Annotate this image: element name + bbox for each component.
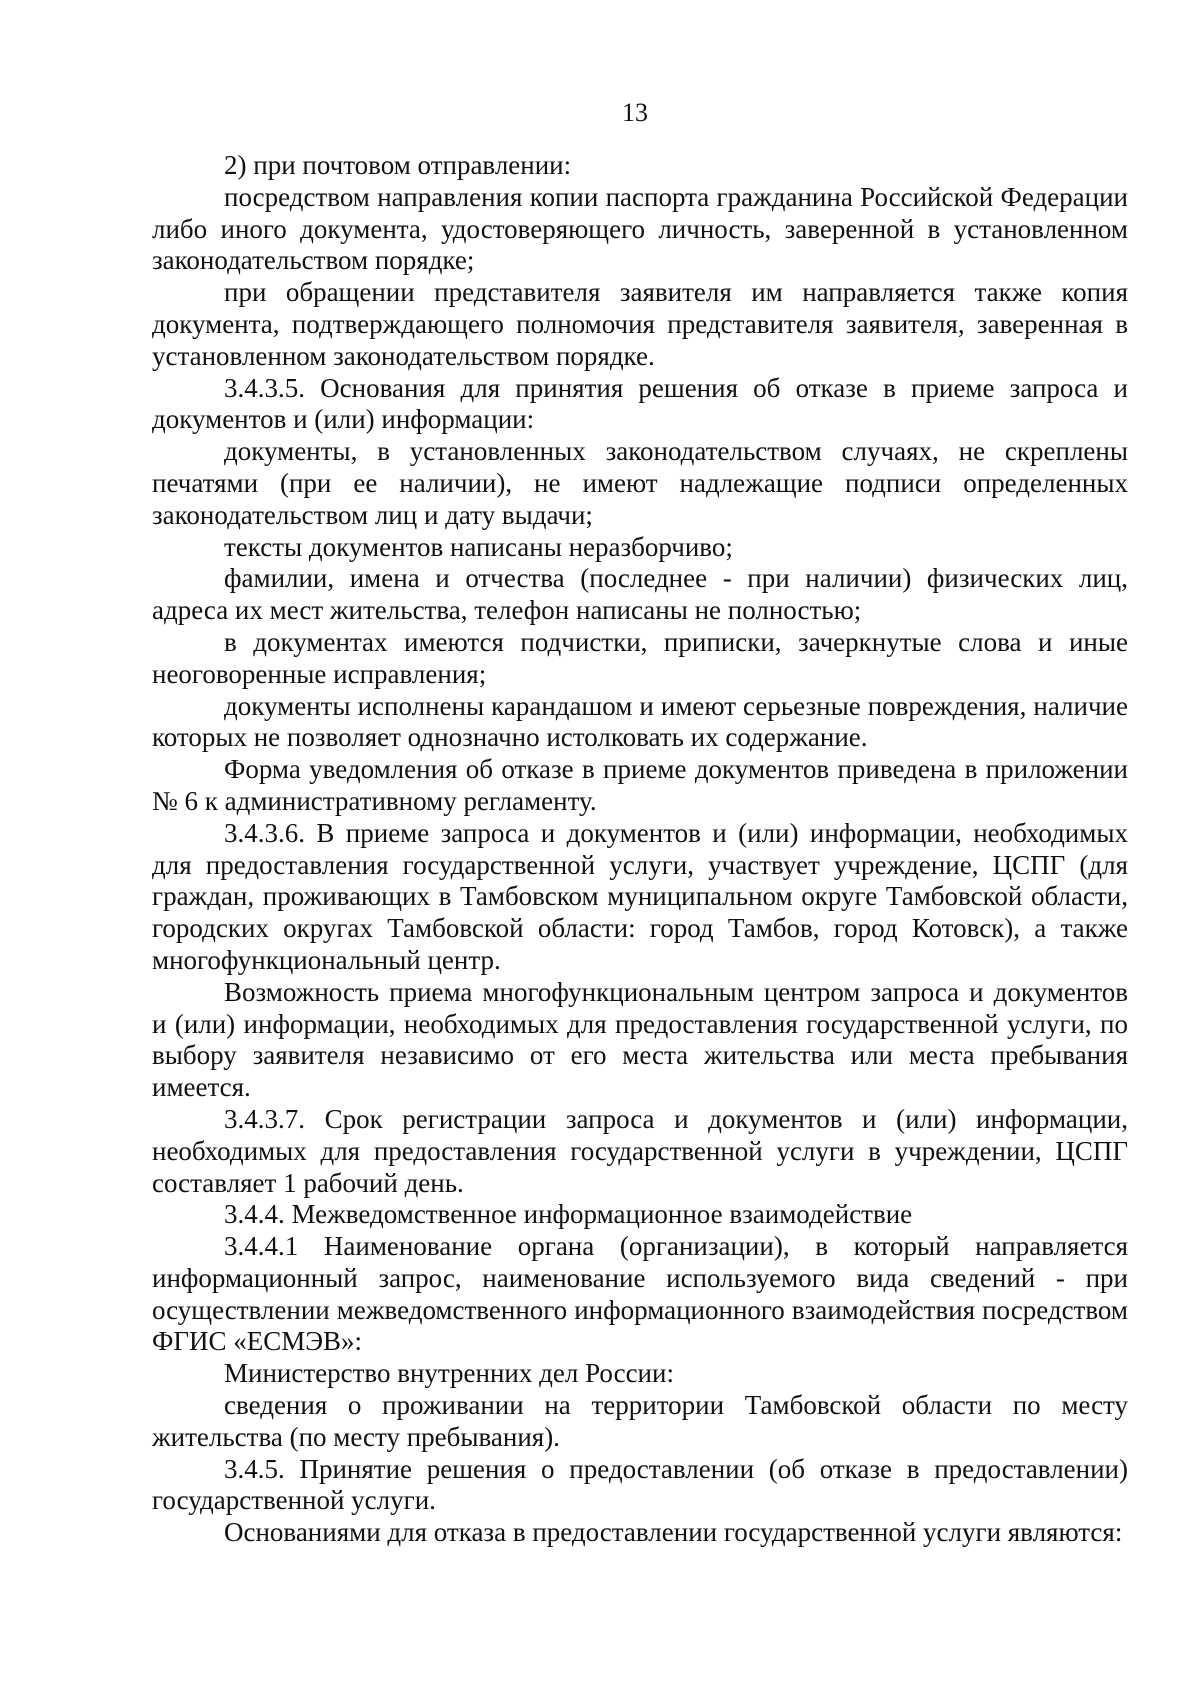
paragraph: документы исполнены карандашом и имеют серьезные повреждения, наличие которых не позволяет однозначно истолковать их содержание. xyxy=(152,690,1128,753)
paragraph: посредством направления копии паспорта гражданина Российской Федерации либо иного документа, удостоверяющего личность, заверенной в установленном законодательством порядке; xyxy=(152,181,1128,276)
paragraph: Основаниями для отказа в предоставлении государственной услуги являются: xyxy=(224,1517,1123,1548)
paragraph: 3.4.3.6. В приеме запроса и документов и (или) информации, необходимых для предоставления государственной услуги, участвует учреждение, ЦСПГ (для граждан, проживающих в Тамбовском муниципальном округе Тамбовской области, городских округах Тамбовской области: город Тамбов, город Котовск), а также многофункциональный центр. xyxy=(152,817,1128,975)
paragraph: тексты документов написаны неразборчиво; xyxy=(224,531,733,562)
paragraph: 3.4.4. Межведомственное информационное взаимодействие xyxy=(224,1199,913,1230)
paragraph: сведения о проживании на территории Тамбовской области по месту жительства (по месту пребывания). xyxy=(152,1390,1128,1452)
paragraph: фамилии, имена и отчества (последнее - при наличии) физических лиц, адреса их мест жительства, телефон написаны не полностью; xyxy=(152,563,1128,626)
paragraph: 3.4.5. Принятие решения о предоставлении (об отказе в предоставлении) государственной услуги. xyxy=(152,1453,1128,1516)
paragraph: в документах имеются подчистки, приписки, зачеркнутые слова и иные неоговоренные исправления; xyxy=(152,626,1128,689)
page-number: 13 xyxy=(622,98,648,127)
paragraph: документы, в установленных законодательством случаях, не скреплены печатями (при ее наличии), не имеют надлежащие подписи определенных законодательством лиц и дату выдачи; xyxy=(152,436,1128,530)
paragraph: Форма уведомления об отказе в приеме документов приведена в приложении № 6 к административному регламенту. xyxy=(152,754,1128,816)
paragraph: Министерство внутренних дел России: xyxy=(224,1358,674,1389)
paragraph: Возможность приема многофункциональным центром запроса и документов и (или) информации, необходимых для предоставления государственной услуги, по выбору заявителя независимо от его места жительства или места пребывания имеется. xyxy=(152,976,1128,1103)
paragraph: 3.4.4.1 Наименование органа (организации), в который направляется информационный запрос, наименование используемого вида сведений - при осуществлении межведомственного информационного взаимодействия посредством ФГИС «ЕСМЭВ»: xyxy=(152,1231,1128,1357)
paragraph: 3.4.3.5. Основания для принятия решения об отказе в приеме запроса и документов и (или) информации: xyxy=(152,372,1128,435)
document-body xyxy=(152,150,1128,1549)
paragraph: 2) при почтовом отправлении: xyxy=(224,150,572,180)
paragraph: при обращении представителя заявителя им направляется также копия документа, подтверждающего полномочия представителя заявителя, заверенная в установленном законодательством порядке. xyxy=(152,277,1128,371)
paragraph: 3.4.3.7. Срок регистрации запроса и документов и (или) информации, необходимых для предоставления государственной услуги в учреждении, ЦСПГ составляет 1 рабочий день. xyxy=(152,1103,1128,1198)
